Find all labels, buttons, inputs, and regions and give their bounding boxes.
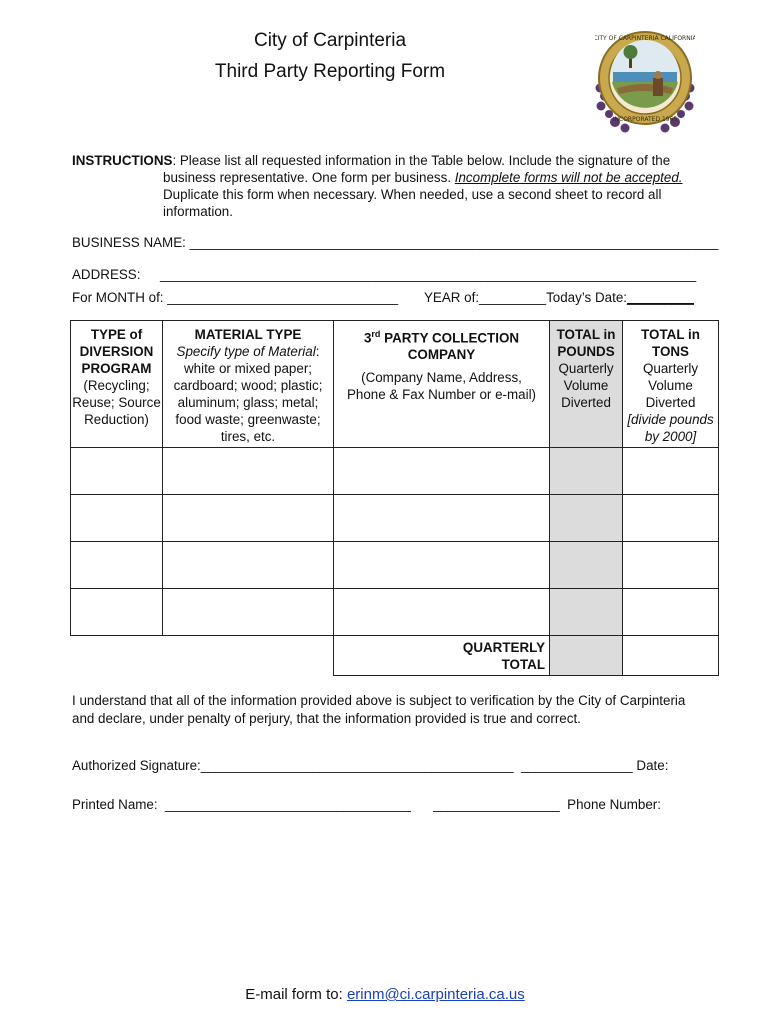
quarterly-total-tons[interactable] xyxy=(623,636,719,676)
col1-title: TYPE of DIVERSION PROGRAM xyxy=(79,327,154,376)
col-total-pounds xyxy=(550,321,623,448)
col3-title-num: 3 xyxy=(363,330,372,346)
instructions-warning: Incomplete forms will not be accepted. xyxy=(454,170,683,185)
city-seal-logo xyxy=(595,18,695,138)
col-total-tons xyxy=(623,321,719,448)
quarterly-total-pounds[interactable] xyxy=(550,636,623,676)
business-name-field[interactable]: BUSINESS NAME: _______________________________________________________________________ xyxy=(72,235,719,250)
col4-desc: Quarterly Volume Diverted xyxy=(558,361,614,410)
month-field[interactable]: For MONTH of: _______________________________ xyxy=(72,290,399,305)
col-diversion-program xyxy=(71,321,163,448)
email-footer xyxy=(0,986,770,1003)
col5-desc: Quarterly Volume Diverted xyxy=(642,361,699,410)
table-cell[interactable] xyxy=(71,495,163,542)
declaration-text xyxy=(72,692,712,728)
col2-desc-italic: Specify type of Material xyxy=(176,344,316,359)
year-date-field[interactable] xyxy=(424,290,694,305)
col-material-type: MATERIAL TYPE Specify type of Material: white or mixed paper; cardboard; wood; plastic; aluminum; glass; metal; food waste; greenwaste; tires, etc. xyxy=(163,321,334,448)
table-cell[interactable] xyxy=(71,448,163,495)
seal-bottom-text: INCORPORATED 1965 xyxy=(612,116,678,123)
instructions-line-2: business representative. One form per business. xyxy=(163,170,455,185)
city-title: City of Carpinteria xyxy=(253,30,407,51)
instructions-line-1: : Please list all requested information in the Table below. Include the signature of the xyxy=(172,153,671,168)
col2-desc: white or mixed paper; cardboard; wood; plastic; aluminum; glass; metal; food waste; greenwaste; tires, etc. xyxy=(173,361,323,444)
instructions-block xyxy=(72,152,702,220)
col3-title: PARTY COLLECTION COMPANY xyxy=(380,330,520,363)
table-cell[interactable] xyxy=(163,589,334,636)
authorized-signature-field[interactable]: Authorized Signature:__________________________________________ _______________ Date: xyxy=(72,758,669,773)
col-collection-company xyxy=(334,321,550,448)
table-cell[interactable] xyxy=(71,542,163,589)
col4-title: TOTAL in POUNDS xyxy=(556,327,616,359)
seal-top-text: CITY OF CARPINTERIA CALIFORNIA xyxy=(595,35,695,42)
declaration-line-2: and declare, under penalty of perjury, that the information provided is true and correct. xyxy=(72,711,581,726)
printed-name-field[interactable]: Printed Name: _________________________________ _________________ Phone Number: xyxy=(72,797,661,812)
table-row xyxy=(71,448,719,495)
address-field[interactable]: ________________________________________________________________________ xyxy=(160,267,697,282)
table-cell[interactable] xyxy=(334,448,550,495)
quarterly-total-row xyxy=(71,636,719,676)
instructions-label: INSTRUCTIONS xyxy=(72,153,173,168)
form-title: Third Party Reporting Form xyxy=(214,61,446,82)
table-cell[interactable] xyxy=(334,495,550,542)
table-cell[interactable] xyxy=(334,589,550,636)
col5-desc-italic: [divide pounds by 2000] xyxy=(627,412,714,444)
email-label: E-mail form to: xyxy=(245,986,347,1003)
table-cell[interactable] xyxy=(550,542,623,589)
col5-title: TOTAL in TONS xyxy=(641,327,700,359)
table-cell[interactable] xyxy=(623,589,719,636)
table-row xyxy=(71,542,719,589)
declaration-line-1: I understand that all of the information provided above is subject to verification by the City of Carpinteria xyxy=(72,693,686,708)
table-row xyxy=(71,495,719,542)
instructions-line-3: Duplicate this form when necessary. When needed, use a second sheet to record all xyxy=(163,187,662,202)
table-header-row xyxy=(71,321,719,448)
table-cell[interactable] xyxy=(71,589,163,636)
table-row xyxy=(71,589,719,636)
quarterly-total-label: QUARTERLY TOTAL xyxy=(334,636,550,676)
col1-desc: (Recycling; Reuse; Source Reduction) xyxy=(72,378,161,427)
table-cell[interactable] xyxy=(623,495,719,542)
table-cell[interactable] xyxy=(550,589,623,636)
email-link[interactable]: erinm@ci.carpinteria.ca.us xyxy=(346,986,525,1003)
table-cell[interactable] xyxy=(163,495,334,542)
table-cell[interactable] xyxy=(623,448,719,495)
col2-title: MATERIAL TYPE xyxy=(194,327,302,342)
table-cell[interactable] xyxy=(623,542,719,589)
table-cell[interactable] xyxy=(550,495,623,542)
table-cell[interactable] xyxy=(334,542,550,589)
col3-desc: (Company Name, Address, Phone & Fax Number or e-mail) xyxy=(346,370,537,403)
table-cell[interactable] xyxy=(550,448,623,495)
address-label: ADDRESS: xyxy=(72,267,141,282)
col3-title-sup: rd xyxy=(371,329,381,339)
today-date-line[interactable]: _________ xyxy=(626,290,695,305)
diversion-table xyxy=(70,320,719,676)
table-cell[interactable] xyxy=(163,542,334,589)
instructions-line-4: information. xyxy=(163,204,233,219)
year-label: YEAR of:_________Today’s Date: xyxy=(424,290,627,305)
table-cell[interactable] xyxy=(163,448,334,495)
